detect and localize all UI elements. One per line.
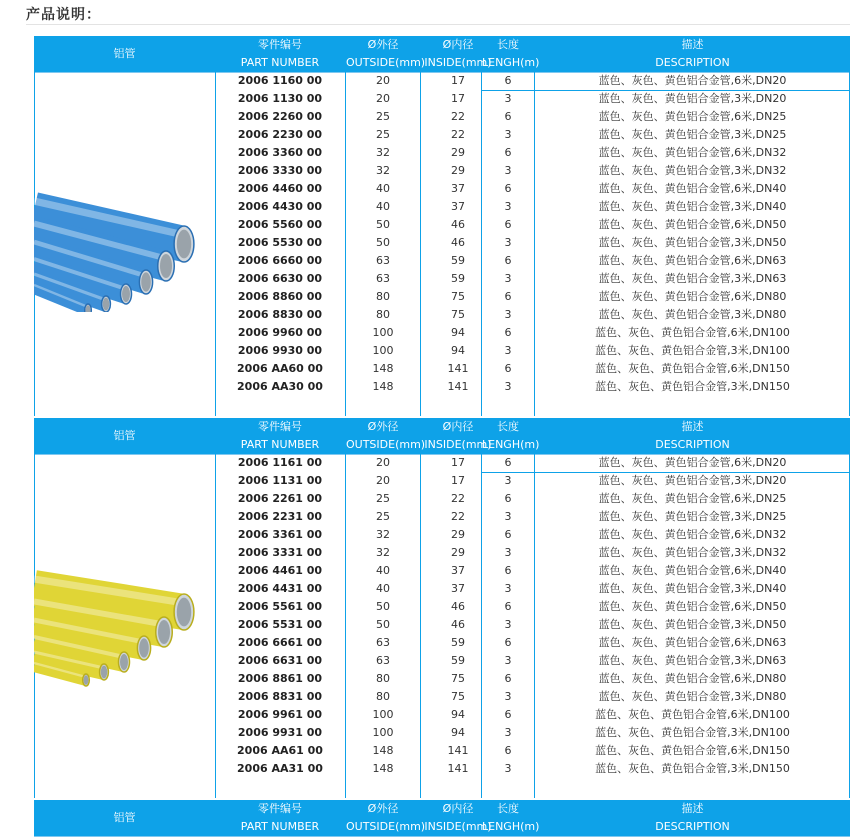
header-description	[535, 36, 850, 72]
description-cell: 蓝色、灰色、黄色铝合金管,6米,DN25	[598, 110, 787, 123]
length-cell: 3	[504, 236, 512, 249]
header-label-en: LENGH(m)	[482, 438, 540, 451]
outside-diameter-cell: 32	[376, 146, 390, 159]
part-number-cell: 2006 3331 00	[237, 546, 323, 559]
length-cell: 3	[504, 128, 512, 141]
header-description	[535, 418, 850, 454]
part-number-cell: 2006 9961 00	[237, 708, 323, 721]
header-label-en: INSIDE(mm)	[424, 820, 492, 833]
part-number-cell: 2006 9930 00	[237, 344, 323, 357]
part-number-cell: 2006 AA31 00	[237, 762, 323, 775]
description-cell: 蓝色、灰色、黄色铝合金管,3米,DN32	[598, 546, 787, 559]
outside-diameter-cell: 50	[376, 600, 390, 613]
length-cell: 3	[504, 308, 512, 321]
table-row	[34, 306, 850, 324]
outside-diameter-cell: 32	[376, 164, 390, 177]
part-number-cell: 2006 3330 00	[237, 164, 323, 177]
table-row	[34, 670, 850, 688]
table-row	[34, 90, 850, 108]
page-heading: 产品说明：	[26, 7, 101, 23]
table-row	[34, 616, 850, 634]
outside-diameter-cell: 148	[372, 362, 394, 375]
outside-diameter-cell: 100	[372, 726, 394, 739]
part-number-cell: 2006 6661 00	[237, 636, 323, 649]
table-row	[34, 216, 850, 234]
outside-diameter-cell: 100	[372, 344, 394, 357]
description-cell: 蓝色、灰色、黄色铝合金管,6米,DN40	[598, 564, 787, 577]
part-number-cell: 2006 2230 00	[237, 128, 323, 141]
inside-diameter-cell: 37	[451, 564, 465, 577]
description-cell: 蓝色、灰色、黄色铝合金管,3米,DN80	[598, 308, 787, 321]
outside-diameter-cell: 63	[376, 254, 390, 267]
header-label-cn: Ø内径	[442, 802, 474, 815]
length-cell: 6	[504, 456, 512, 469]
part-number-cell: 2006 3360 00	[237, 146, 323, 159]
header-label-cn: Ø外径	[367, 38, 399, 51]
part-number-cell: 2006 2261 00	[237, 492, 323, 505]
length-cell: 6	[504, 528, 512, 541]
header-part-number	[215, 36, 345, 72]
description-cell: 蓝色、灰色、黄色铝合金管,3米,DN20	[598, 474, 787, 487]
outside-diameter-cell: 40	[376, 582, 390, 595]
outside-diameter-cell: 63	[376, 654, 390, 667]
inside-diameter-cell: 141	[447, 744, 469, 757]
outside-diameter-cell: 80	[376, 308, 390, 321]
table-row	[34, 252, 850, 270]
table-row	[34, 180, 850, 198]
length-cell: 6	[504, 564, 512, 577]
length-cell: 6	[504, 708, 512, 721]
part-number-cell: 2006 4460 00	[237, 182, 323, 195]
inside-diameter-cell: 46	[451, 600, 465, 613]
length-cell: 3	[504, 344, 512, 357]
table-row	[34, 360, 850, 378]
inside-diameter-cell: 59	[451, 636, 465, 649]
part-number-cell: 2006 6630 00	[237, 272, 323, 285]
table-row	[34, 580, 850, 598]
table-row	[34, 544, 850, 562]
description-cell: 蓝色、灰色、黄色铝合金管,3米,DN63	[598, 272, 787, 285]
header-outside-diameter	[346, 36, 426, 72]
length-cell: 6	[504, 636, 512, 649]
outside-diameter-cell: 50	[376, 618, 390, 631]
part-number-cell: 2006 6660 00	[237, 254, 323, 267]
outside-diameter-cell: 50	[376, 218, 390, 231]
length-cell: 3	[504, 618, 512, 631]
description-cell: 蓝色、灰色、黄色铝合金管,3米,DN150	[595, 380, 790, 393]
inside-diameter-cell: 75	[451, 690, 465, 703]
table-row	[34, 742, 850, 760]
header-label-cn: 零件编号	[258, 420, 302, 433]
outside-diameter-cell: 80	[376, 290, 390, 303]
part-number-cell: 2006 AA30 00	[237, 380, 323, 393]
table-row	[34, 454, 850, 472]
header-label-en: DESCRIPTION	[655, 56, 730, 69]
part-number-cell: 2006 5531 00	[237, 618, 323, 631]
outside-diameter-cell: 32	[376, 546, 390, 559]
table-row	[34, 342, 850, 360]
description-cell: 蓝色、灰色、黄色铝合金管,6米,DN100	[595, 708, 790, 721]
header-length	[482, 418, 540, 454]
table-row	[34, 472, 850, 490]
inside-diameter-cell: 46	[451, 618, 465, 631]
header-label-en: DESCRIPTION	[655, 820, 730, 833]
header-outside-diameter	[346, 800, 426, 836]
header-product-name: 铝管	[113, 811, 136, 824]
header-description	[535, 800, 850, 836]
header-label-en: PART NUMBER	[240, 820, 320, 833]
inside-diameter-cell: 141	[447, 762, 469, 775]
inside-diameter-cell: 17	[451, 456, 465, 469]
description-cell: 蓝色、灰色、黄色铝合金管,6米,DN80	[598, 290, 787, 303]
length-cell: 3	[504, 726, 512, 739]
header-label-cn: Ø内径	[442, 420, 474, 433]
description-cell: 蓝色、灰色、黄色铝合金管,3米,DN25	[598, 128, 787, 141]
header-label-en: PART NUMBER	[240, 56, 320, 69]
table-row	[34, 724, 850, 742]
inside-diameter-cell: 94	[451, 726, 465, 739]
inside-diameter-cell: 37	[451, 582, 465, 595]
header-label-en: LENGH(m)	[482, 56, 540, 69]
inside-diameter-cell: 17	[451, 92, 465, 105]
part-number-cell: 2006 5561 00	[237, 600, 323, 613]
description-cell: 蓝色、灰色、黄色铝合金管,6米,DN32	[598, 528, 787, 541]
part-number-cell: 2006 AA60 00	[237, 362, 323, 375]
description-cell: 蓝色、灰色、黄色铝合金管,3米,DN150	[595, 762, 790, 775]
table-row	[34, 108, 850, 126]
table-row	[34, 198, 850, 216]
inside-diameter-cell: 75	[451, 672, 465, 685]
outside-diameter-cell: 63	[376, 636, 390, 649]
description-cell: 蓝色、灰色、黄色铝合金管,6米,DN20	[598, 74, 787, 87]
outside-diameter-cell: 20	[376, 456, 390, 469]
header-label-en: INSIDE(mm)	[424, 56, 492, 69]
table-row	[34, 324, 850, 342]
header-part-number	[215, 800, 345, 836]
table-body	[34, 454, 850, 798]
length-cell: 6	[504, 744, 512, 757]
length-cell: 3	[504, 272, 512, 285]
description-cell: 蓝色、灰色、黄色铝合金管,3米,DN40	[598, 200, 787, 213]
outside-diameter-cell: 80	[376, 690, 390, 703]
inside-diameter-cell: 141	[447, 380, 469, 393]
inside-diameter-cell: 46	[451, 218, 465, 231]
part-number-cell: 2006 8860 00	[237, 290, 323, 303]
inside-diameter-cell: 29	[451, 164, 465, 177]
outside-diameter-cell: 20	[376, 92, 390, 105]
description-cell: 蓝色、灰色、黄色铝合金管,3米,DN50	[598, 618, 787, 631]
header-outside-diameter	[346, 418, 426, 454]
inside-diameter-cell: 59	[451, 272, 465, 285]
length-cell: 6	[504, 182, 512, 195]
description-cell: 蓝色、灰色、黄色铝合金管,6米,DN150	[595, 362, 790, 375]
description-cell: 蓝色、灰色、黄色铝合金管,3米,DN25	[598, 510, 787, 523]
length-cell: 3	[504, 92, 512, 105]
description-cell: 蓝色、灰色、黄色铝合金管,6米,DN50	[598, 600, 787, 613]
header-label-en: PART NUMBER	[240, 438, 320, 451]
outside-diameter-cell: 80	[376, 672, 390, 685]
table-header	[34, 36, 850, 73]
table-row	[34, 72, 850, 90]
length-cell: 3	[504, 474, 512, 487]
outside-diameter-cell: 20	[376, 74, 390, 87]
header-label-cn: 描述	[681, 38, 704, 51]
table-row	[34, 378, 850, 396]
inside-diameter-cell: 94	[451, 344, 465, 357]
description-cell: 蓝色、灰色、黄色铝合金管,6米,DN50	[598, 218, 787, 231]
length-cell: 6	[504, 218, 512, 231]
part-number-cell: 2006 1131 00	[237, 474, 323, 487]
header-part-number	[215, 418, 345, 454]
description-cell: 蓝色、灰色、黄色铝合金管,6米,DN20	[598, 456, 787, 469]
part-number-cell: 2006 AA61 00	[237, 744, 323, 757]
length-cell: 6	[504, 600, 512, 613]
table-row	[34, 234, 850, 252]
table-row	[34, 760, 850, 778]
header-product-name: 铝管	[113, 47, 136, 60]
length-cell: 6	[504, 290, 512, 303]
part-number-cell: 2006 1130 00	[237, 92, 323, 105]
inside-diameter-cell: 29	[451, 546, 465, 559]
table-body	[34, 72, 850, 416]
inside-diameter-cell: 141	[447, 362, 469, 375]
header-length	[482, 36, 540, 72]
part-number-cell: 2006 8830 00	[237, 308, 323, 321]
outside-diameter-cell: 100	[372, 326, 394, 339]
header-label-cn: 长度	[497, 802, 519, 815]
table-header	[34, 800, 850, 837]
part-number-cell: 2006 4461 00	[237, 564, 323, 577]
header-label-en: OUTSIDE(mm)	[346, 820, 426, 833]
outside-diameter-cell: 40	[376, 182, 390, 195]
table-row	[34, 706, 850, 724]
description-cell: 蓝色、灰色、黄色铝合金管,3米,DN100	[595, 344, 790, 357]
description-cell: 蓝色、灰色、黄色铝合金管,6米,DN32	[598, 146, 787, 159]
table-row	[34, 688, 850, 706]
description-cell: 蓝色、灰色、黄色铝合金管,6米,DN40	[598, 182, 787, 195]
inside-diameter-cell: 59	[451, 254, 465, 267]
length-cell: 3	[504, 164, 512, 177]
length-cell: 3	[504, 380, 512, 393]
inside-diameter-cell: 22	[451, 110, 465, 123]
length-cell: 3	[504, 200, 512, 213]
inside-diameter-cell: 29	[451, 146, 465, 159]
description-cell: 蓝色、灰色、黄色铝合金管,3米,DN50	[598, 236, 787, 249]
outside-diameter-cell: 25	[376, 128, 390, 141]
description-cell: 蓝色、灰色、黄色铝合金管,3米,DN40	[598, 582, 787, 595]
table-row	[34, 526, 850, 544]
inside-diameter-cell: 94	[451, 326, 465, 339]
header-label-cn: 描述	[681, 802, 704, 815]
length-cell: 3	[504, 690, 512, 703]
description-cell: 蓝色、灰色、黄色铝合金管,6米,DN25	[598, 492, 787, 505]
length-cell: 3	[504, 546, 512, 559]
header-label-cn: 描述	[681, 420, 704, 433]
length-cell: 6	[504, 492, 512, 505]
description-cell: 蓝色、灰色、黄色铝合金管,3米,DN100	[595, 726, 790, 739]
header-label-en: DESCRIPTION	[655, 438, 730, 451]
length-cell: 3	[504, 510, 512, 523]
description-cell: 蓝色、灰色、黄色铝合金管,6米,DN80	[598, 672, 787, 685]
part-number-cell: 2006 1161 00	[237, 456, 323, 469]
description-cell: 蓝色、灰色、黄色铝合金管,3米,DN20	[598, 92, 787, 105]
description-cell: 蓝色、灰色、黄色铝合金管,3米,DN63	[598, 654, 787, 667]
outside-diameter-cell: 63	[376, 272, 390, 285]
length-cell: 6	[504, 362, 512, 375]
inside-diameter-cell: 22	[451, 492, 465, 505]
outside-diameter-cell: 40	[376, 564, 390, 577]
inside-diameter-cell: 22	[451, 510, 465, 523]
length-cell: 3	[504, 762, 512, 775]
length-cell: 3	[504, 654, 512, 667]
header-label-en: INSIDE(mm)	[424, 438, 492, 451]
outside-diameter-cell: 25	[376, 492, 390, 505]
length-cell: 6	[504, 110, 512, 123]
part-number-cell: 2006 9960 00	[237, 326, 323, 339]
outside-diameter-cell: 50	[376, 236, 390, 249]
header-length	[482, 800, 540, 836]
table-row	[34, 598, 850, 616]
table-row	[34, 562, 850, 580]
description-cell: 蓝色、灰色、黄色铝合金管,6米,DN150	[595, 744, 790, 757]
inside-diameter-cell: 94	[451, 708, 465, 721]
header-label-en: LENGH(m)	[482, 820, 540, 833]
part-number-cell: 2006 5560 00	[237, 218, 323, 231]
description-cell: 蓝色、灰色、黄色铝合金管,6米,DN63	[598, 636, 787, 649]
header-label-cn: Ø外径	[367, 802, 399, 815]
part-number-cell: 2006 4430 00	[237, 200, 323, 213]
header-label-cn: Ø内径	[442, 38, 474, 51]
header-product-name: 铝管	[113, 429, 136, 442]
inside-diameter-cell: 75	[451, 290, 465, 303]
part-number-cell: 2006 9931 00	[237, 726, 323, 739]
outside-diameter-cell: 148	[372, 744, 394, 757]
inside-diameter-cell: 46	[451, 236, 465, 249]
inside-diameter-cell: 17	[451, 74, 465, 87]
part-number-cell: 2006 4431 00	[237, 582, 323, 595]
table-row	[34, 270, 850, 288]
header-label-cn: Ø外径	[367, 420, 399, 433]
part-number-cell: 2006 6631 00	[237, 654, 323, 667]
inside-diameter-cell: 17	[451, 474, 465, 487]
header-label-cn: 长度	[497, 38, 519, 51]
table-row	[34, 144, 850, 162]
inside-diameter-cell: 59	[451, 654, 465, 667]
table-header	[34, 418, 850, 455]
table-row	[34, 634, 850, 652]
inside-diameter-cell: 22	[451, 128, 465, 141]
outside-diameter-cell: 40	[376, 200, 390, 213]
inside-diameter-cell: 37	[451, 182, 465, 195]
table-row	[34, 162, 850, 180]
part-number-cell: 2006 1160 00	[237, 74, 323, 87]
outside-diameter-cell: 20	[376, 474, 390, 487]
length-cell: 6	[504, 146, 512, 159]
part-number-cell: 2006 5530 00	[237, 236, 323, 249]
length-cell: 6	[504, 672, 512, 685]
description-cell: 蓝色、灰色、黄色铝合金管,6米,DN63	[598, 254, 787, 267]
length-cell: 6	[504, 326, 512, 339]
part-number-cell: 2006 2260 00	[237, 110, 323, 123]
header-label-cn: 长度	[497, 420, 519, 433]
outside-diameter-cell: 25	[376, 510, 390, 523]
header-label-en: OUTSIDE(mm)	[346, 438, 426, 451]
header-label-cn: 零件编号	[258, 802, 302, 815]
length-cell: 6	[504, 254, 512, 267]
table-row	[34, 652, 850, 670]
table-row	[34, 508, 850, 526]
description-cell: 蓝色、灰色、黄色铝合金管,6米,DN100	[595, 326, 790, 339]
description-cell: 蓝色、灰色、黄色铝合金管,3米,DN80	[598, 690, 787, 703]
part-number-cell: 2006 2231 00	[237, 510, 323, 523]
part-number-cell: 2006 3361 00	[237, 528, 323, 541]
header-label-cn: 零件编号	[258, 38, 302, 51]
part-number-cell: 2006 8831 00	[237, 690, 323, 703]
table-row	[34, 490, 850, 508]
inside-diameter-cell: 29	[451, 528, 465, 541]
description-cell: 蓝色、灰色、黄色铝合金管,3米,DN32	[598, 164, 787, 177]
part-number-cell: 2006 8861 00	[237, 672, 323, 685]
table-row	[34, 288, 850, 306]
outside-diameter-cell: 25	[376, 110, 390, 123]
heading-divider	[26, 24, 850, 25]
header-label-en: OUTSIDE(mm)	[346, 56, 426, 69]
table-row	[34, 126, 850, 144]
outside-diameter-cell: 100	[372, 708, 394, 721]
inside-diameter-cell: 75	[451, 308, 465, 321]
outside-diameter-cell: 148	[372, 762, 394, 775]
inside-diameter-cell: 37	[451, 200, 465, 213]
length-cell: 3	[504, 582, 512, 595]
outside-diameter-cell: 32	[376, 528, 390, 541]
length-cell: 6	[504, 74, 512, 87]
outside-diameter-cell: 148	[372, 380, 394, 393]
